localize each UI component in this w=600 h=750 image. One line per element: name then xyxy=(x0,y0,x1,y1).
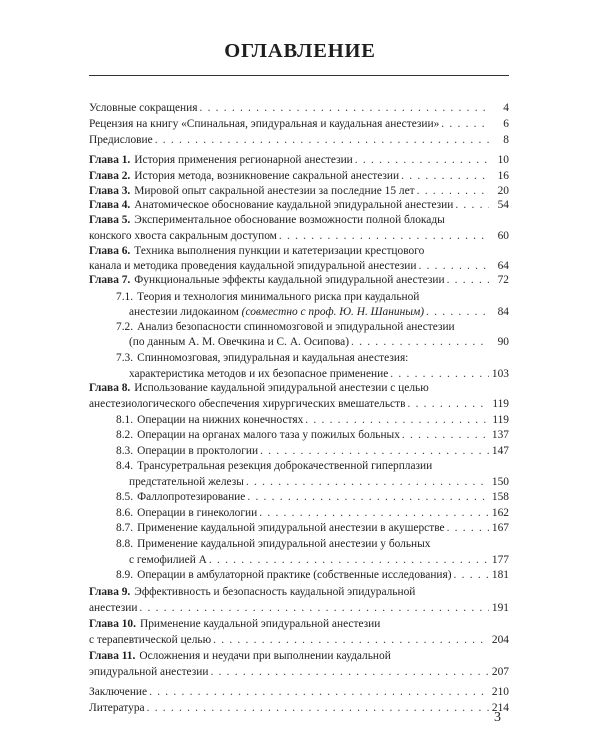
toc-title-continued: предстательной железы xyxy=(129,476,244,488)
toc-number: 8.5. xyxy=(116,491,134,503)
toc-page-number: 167 xyxy=(491,522,509,534)
toc-row xyxy=(89,101,509,116)
toc-row xyxy=(89,184,509,199)
toc-row xyxy=(89,153,509,168)
toc-title-continued: анестезиологического обеспечения хирургических вмешательств xyxy=(89,398,406,410)
toc-page-number: 72 xyxy=(497,274,509,286)
toc-page-number: 90 xyxy=(497,336,509,348)
toc-title: История применения регионарной анестезии xyxy=(134,154,353,166)
toc-page-number: 60 xyxy=(497,230,509,242)
toc-number: Глава 1. xyxy=(89,154,131,166)
toc-line xyxy=(89,273,509,288)
toc-page-number: 150 xyxy=(491,476,509,488)
toc-row xyxy=(116,568,509,583)
toc-row xyxy=(116,506,509,521)
toc-title: Трансуретральная резекция доброкачественной гиперплазии xyxy=(137,460,433,472)
title-rule xyxy=(89,75,509,76)
toc-line xyxy=(116,428,509,443)
toc-line-continued xyxy=(129,367,509,382)
toc-page-number: 119 xyxy=(492,398,509,410)
toc-line xyxy=(89,133,509,148)
toc-title: Заключение xyxy=(89,686,148,698)
toc-title-continued: с терапевтической целью xyxy=(89,634,212,646)
toc-page-number: 207 xyxy=(491,666,509,678)
toc-row xyxy=(116,444,509,459)
dot-leader xyxy=(454,568,489,583)
toc-line xyxy=(116,413,509,428)
toc-page-number: 147 xyxy=(491,445,509,457)
toc-title: Применение каудальной эпидуральной анестезии в акушерстве xyxy=(137,522,445,534)
dot-leader xyxy=(355,153,489,168)
toc-title: Функциональные эффекты каудальной эпидуральной анестезии xyxy=(134,274,445,286)
toc-title: Предисловие xyxy=(89,134,153,146)
dot-leader xyxy=(139,601,489,616)
toc-row xyxy=(89,244,509,259)
dot-leader xyxy=(279,229,489,244)
toc-title: Применение каудальной эпидуральной анестезии xyxy=(139,618,381,630)
toc-number: 8.3. xyxy=(116,445,134,457)
toc-number: 8.9. xyxy=(116,569,134,581)
toc-row xyxy=(129,475,509,490)
dot-leader xyxy=(418,259,489,274)
toc-page-number: 84 xyxy=(497,306,509,318)
toc-line-continued xyxy=(129,305,509,320)
toc-page-number: 204 xyxy=(491,634,509,646)
toc-title: Операции в гинекологии xyxy=(137,507,258,519)
toc-title: Операции на нижних конечностях xyxy=(137,414,304,426)
toc-number: Глава 11. xyxy=(89,650,136,662)
toc-row xyxy=(129,335,509,350)
toc-title: Техника выполнения пункции и катетеризации крестцового xyxy=(134,245,425,257)
toc-row xyxy=(89,585,509,600)
toc-line xyxy=(89,117,509,132)
toc-number: 7.1. xyxy=(116,291,134,303)
toc-row xyxy=(89,601,509,616)
toc-number: 8.6. xyxy=(116,507,134,519)
toc-title: Операции в проктологии xyxy=(137,445,259,457)
toc-number: 7.2. xyxy=(116,321,134,333)
toc-row xyxy=(89,169,509,184)
toc-title-continued: (по данным А. М. Овечкина и С. А. Осипова) xyxy=(129,336,349,348)
toc-title: Теория и технология минимального риска при каудальной xyxy=(137,291,420,303)
dot-leader xyxy=(210,665,489,680)
toc-row xyxy=(116,413,509,428)
dot-leader xyxy=(209,553,489,568)
toc-line-continued xyxy=(129,553,509,568)
toc-line xyxy=(116,351,509,366)
toc-row xyxy=(129,367,509,382)
toc-row xyxy=(129,305,509,320)
toc-line-continued xyxy=(89,229,509,244)
dot-leader xyxy=(213,633,489,648)
toc-title: Фаллопротезирование xyxy=(137,491,246,503)
toc-line xyxy=(89,701,509,716)
toc-page-number: 119 xyxy=(492,414,509,426)
dot-leader xyxy=(401,169,489,184)
toc-line-continued xyxy=(89,259,509,274)
toc-title-continued: канала и методика проведения каудальной эпидуральной анестезии xyxy=(89,260,417,272)
toc-title: Рецензия на книгу «Спинальная, эпидуральная и каудальная анестезии» xyxy=(89,118,440,130)
toc-row xyxy=(89,133,509,148)
toc-number: Глава 2. xyxy=(89,170,131,182)
dot-leader xyxy=(441,117,489,132)
toc-page-number: 210 xyxy=(491,686,509,698)
toc-line xyxy=(116,290,509,305)
toc-number: Глава 4. xyxy=(89,199,131,211)
toc-page-number: 6 xyxy=(503,118,509,130)
page-number: 3 xyxy=(494,710,501,725)
dot-leader xyxy=(260,444,489,459)
toc-line xyxy=(89,153,509,168)
toc-title: Спинномозговая, эпидуральная и каудальная анестезия: xyxy=(137,352,409,364)
toc-title: Осложнения и неудачи при выполнении каудальной xyxy=(139,650,391,662)
toc-line xyxy=(89,184,509,199)
toc-page-number: 158 xyxy=(491,491,509,503)
toc-page-number: 181 xyxy=(491,569,509,581)
toc-title: Анатомическое обоснование каудальной эпидуральной анестезии xyxy=(134,199,454,211)
toc-title: Операции на органах малого таза у пожилых больных xyxy=(137,429,400,441)
toc-title: Применение каудальной эпидуральной анестезии у больных xyxy=(137,538,431,550)
toc-row xyxy=(89,397,509,412)
toc-title: Литература xyxy=(89,702,145,714)
toc-page-number: 191 xyxy=(491,602,509,614)
toc-line-continued xyxy=(129,335,509,350)
dot-leader xyxy=(351,335,489,350)
toc-page-number: 10 xyxy=(497,154,509,166)
toc-line xyxy=(89,244,509,259)
toc-row xyxy=(89,633,509,648)
toc-page-number: 64 xyxy=(497,260,509,272)
toc-line xyxy=(89,649,509,664)
toc-line xyxy=(116,444,509,459)
toc-row xyxy=(116,428,509,443)
toc-row xyxy=(89,685,509,700)
toc-title-continued: эпидуральной анестезии xyxy=(89,666,209,678)
toc-row xyxy=(116,537,509,552)
toc-row xyxy=(116,290,509,305)
toc-number: 8.4. xyxy=(116,460,134,472)
toc-title-continued: характеристика методов и их безопасное применение xyxy=(129,368,389,380)
toc-line xyxy=(89,585,509,600)
toc-page-number: 20 xyxy=(497,185,509,197)
toc-row xyxy=(116,521,509,536)
toc-line-continued xyxy=(129,475,509,490)
toc-row xyxy=(89,649,509,664)
toc-row xyxy=(116,459,509,474)
dot-leader xyxy=(305,413,489,428)
dot-leader xyxy=(147,701,489,716)
toc-row xyxy=(89,229,509,244)
toc-number: 8.1. xyxy=(116,414,134,426)
toc-title-continued: конского хвоста сакральным доступом xyxy=(89,230,277,242)
dot-leader xyxy=(455,198,489,213)
toc-line xyxy=(89,617,509,632)
toc-line-continued xyxy=(89,633,509,648)
dot-leader xyxy=(259,506,489,521)
toc-title: Условные сокращения xyxy=(89,102,198,114)
toc-row xyxy=(89,117,509,132)
dot-leader xyxy=(390,367,489,382)
toc-line xyxy=(89,213,509,228)
toc-page-number: 177 xyxy=(491,554,509,566)
toc-number: Глава 3. xyxy=(89,185,131,197)
toc-number: 8.7. xyxy=(116,522,134,534)
toc-row xyxy=(89,198,509,213)
toc-number: Глава 6. xyxy=(89,245,131,257)
toc-title: Операции в амбулаторной практике (собственные исследования) xyxy=(137,569,452,581)
toc-row xyxy=(89,701,509,716)
toc-line xyxy=(116,521,509,536)
toc-line xyxy=(89,685,509,700)
toc-title: Использование каудальной эпидуральной анестезии с целью xyxy=(134,382,429,394)
page-title: ОГЛАВЛЕНИЕ xyxy=(224,40,376,62)
toc-row xyxy=(116,320,509,335)
toc-number: 8.8. xyxy=(116,538,134,550)
toc-row xyxy=(116,490,509,505)
dot-leader xyxy=(402,428,489,443)
toc-line-continued xyxy=(89,601,509,616)
toc-title: История метода, возникновение сакральной анестезии xyxy=(134,170,400,182)
toc-number: 7.3. xyxy=(116,352,134,364)
toc-row xyxy=(129,553,509,568)
dot-leader xyxy=(407,397,489,412)
dot-leader xyxy=(155,133,489,148)
dot-leader xyxy=(447,521,489,536)
toc-number: Глава 5. xyxy=(89,214,131,226)
toc-title: Мировой опыт сакральной анестезии за последние 15 лет xyxy=(134,185,415,197)
toc-page-number: 214 xyxy=(491,702,509,714)
toc-row xyxy=(89,259,509,274)
dot-leader xyxy=(246,475,489,490)
toc-page-number: 4 xyxy=(503,102,509,114)
toc-row xyxy=(89,273,509,288)
toc-page-number: 16 xyxy=(497,170,509,182)
toc-row xyxy=(89,213,509,228)
toc-row xyxy=(89,665,509,680)
toc-line xyxy=(116,537,509,552)
toc-number: Глава 8. xyxy=(89,382,131,394)
toc-page-number: 162 xyxy=(491,507,509,519)
toc-page-number: 103 xyxy=(491,368,509,380)
toc-number: Глава 9. xyxy=(89,586,131,598)
toc-line xyxy=(116,320,509,335)
dot-leader xyxy=(199,101,489,116)
dot-leader xyxy=(149,685,489,700)
dot-leader xyxy=(426,305,489,320)
toc-line-continued xyxy=(89,397,509,412)
toc-page-number: 8 xyxy=(503,134,509,146)
toc-title: Эффективность и безопасность каудальной эпидуральной xyxy=(134,586,416,598)
toc-page-number: 137 xyxy=(491,429,509,441)
toc-title-continued: анестезии xyxy=(89,602,138,614)
dot-leader xyxy=(417,184,489,199)
toc-title-italic: (совместно с проф. Ю. Н. Шаниным) xyxy=(238,306,425,318)
toc-title-continued: с гемофилией А xyxy=(129,554,207,566)
toc-line xyxy=(116,568,509,583)
toc-row xyxy=(89,381,509,396)
toc-line xyxy=(89,101,509,116)
toc-line xyxy=(116,506,509,521)
toc-title: Анализ безопасности спинномозговой и эпидуральной анестезии xyxy=(137,321,455,333)
toc-page-number: 54 xyxy=(497,199,509,211)
toc-number: Глава 7. xyxy=(89,274,131,286)
toc-line-continued xyxy=(89,665,509,680)
toc-line xyxy=(89,381,509,396)
toc-line xyxy=(116,459,509,474)
toc-line xyxy=(89,198,509,213)
toc-title-continued: анестезии лидокаином xyxy=(129,306,239,318)
toc-number: 8.2. xyxy=(116,429,134,441)
dot-leader xyxy=(447,273,489,288)
toc-line xyxy=(89,169,509,184)
toc-row xyxy=(89,617,509,632)
toc-title: Экспериментальное обоснование возможности полной блокады xyxy=(134,214,445,226)
toc-number: Глава 10. xyxy=(89,618,136,630)
toc-row xyxy=(116,351,509,366)
toc-line xyxy=(116,490,509,505)
dot-leader xyxy=(247,490,489,505)
